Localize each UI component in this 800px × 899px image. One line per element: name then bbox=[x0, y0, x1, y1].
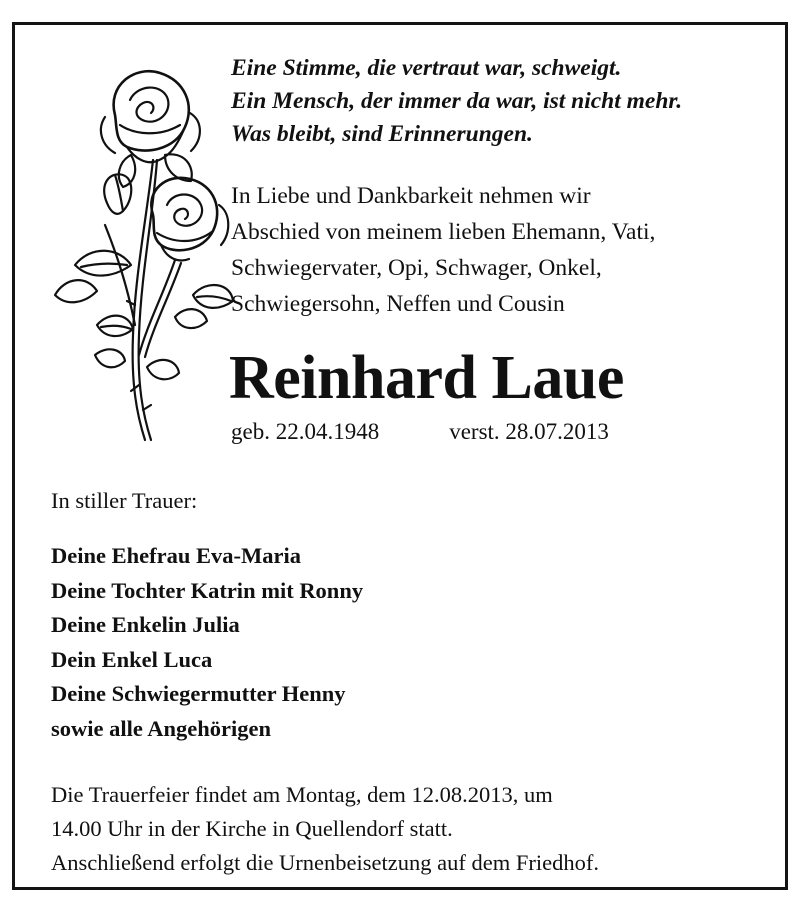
intro-line: Schwiegervater, Opi, Schwager, Onkel, bbox=[231, 255, 602, 281]
service-info bbox=[51, 778, 599, 880]
rose-illustration-icon bbox=[35, 55, 235, 455]
quote-line: Ein Mensch, der immer da war, ist nicht mehr. bbox=[231, 88, 683, 114]
family-member: Deine Enkelin Julia bbox=[51, 612, 240, 638]
service-line: 14.00 Uhr in der Kirche in Quellendorf statt. bbox=[51, 816, 453, 841]
birth-date: geb. 22.04.1948 bbox=[231, 419, 380, 444]
death-date: verst. 28.07.2013 bbox=[449, 419, 609, 444]
family-member: Deine Tochter Katrin mit Ronny bbox=[51, 577, 364, 603]
life-dates bbox=[231, 417, 609, 447]
quote-line: Eine Stimme, die vertraut war, schweigt. bbox=[231, 55, 622, 81]
deceased-name: Reinhard Laue bbox=[229, 344, 624, 412]
intro-line: Schwiegersohn, Neffen und Cousin bbox=[231, 291, 565, 317]
mourning-heading: In stiller Trauer: bbox=[51, 488, 198, 513]
family-list bbox=[51, 539, 363, 747]
family-member: Dein Enkel Luca bbox=[51, 646, 213, 672]
quote-block bbox=[231, 52, 682, 151]
family-member: sowie alle Angehörigen bbox=[51, 715, 271, 741]
intro-text bbox=[231, 178, 655, 322]
service-line: Die Trauerfeier findet am Montag, dem 12.08.2013, um bbox=[51, 782, 553, 807]
family-member: Deine Ehefrau Eva-Maria bbox=[51, 543, 301, 568]
family-member: Deine Schwiegermutter Henny bbox=[51, 681, 346, 707]
intro-line: Abschied von meinem lieben Ehemann, Vati, bbox=[231, 219, 656, 245]
quote-line: Was bleibt, sind Erinnerungen. bbox=[231, 121, 533, 147]
service-line: Anschließend erfolgt die Urnenbeisetzung auf dem Friedhof. bbox=[51, 850, 599, 875]
obituary-frame bbox=[12, 22, 788, 890]
intro-line: In Liebe und Dankbarkeit nehmen wir bbox=[231, 183, 591, 209]
